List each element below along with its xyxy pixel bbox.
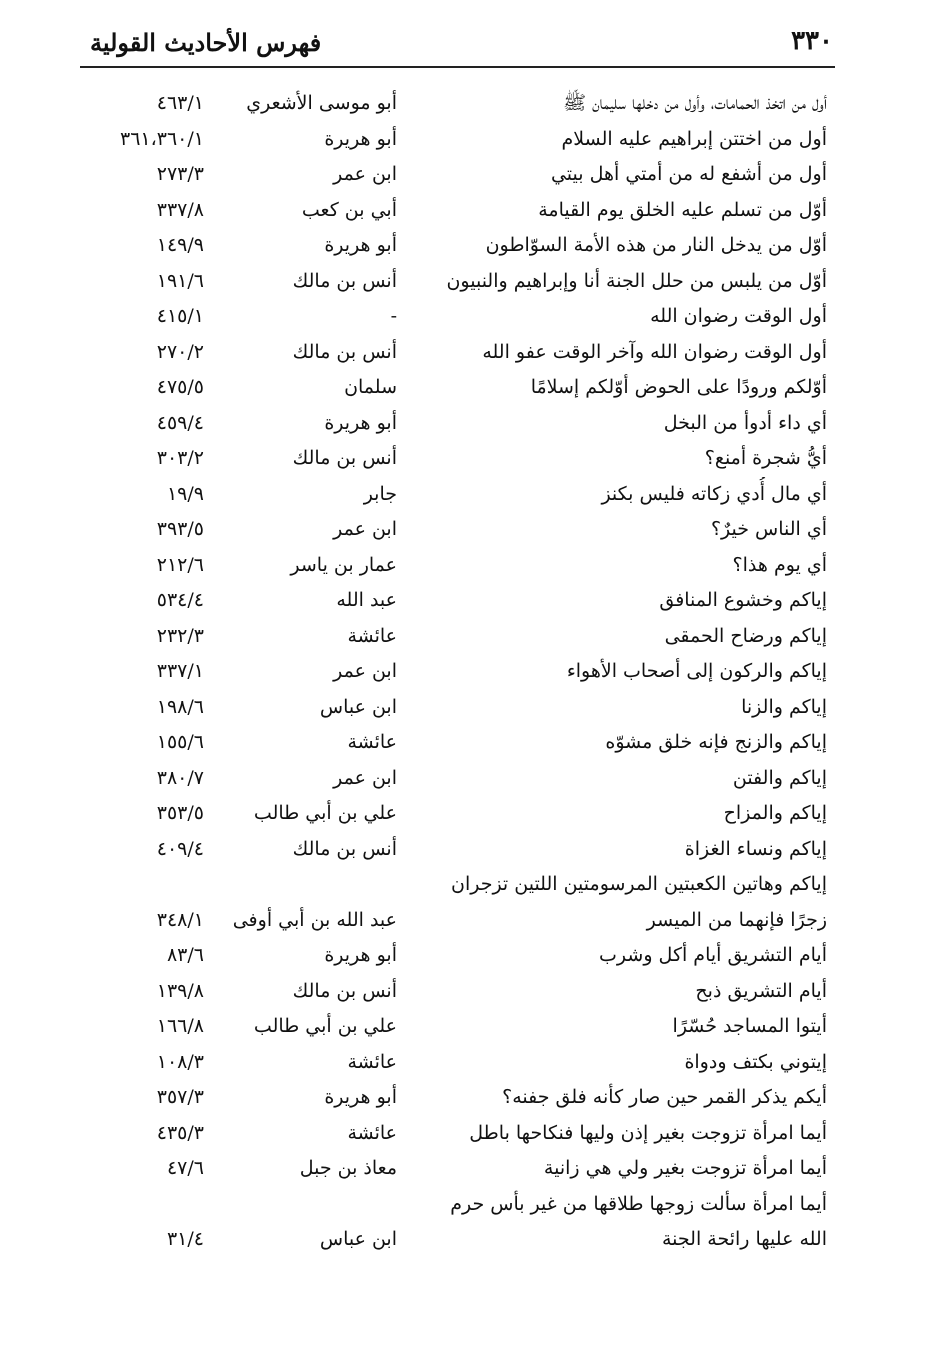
- volume-page-ref: ٣٤٨/١: [156, 908, 204, 931]
- narrator: عبد الله بن أبي أوفى: [232, 908, 397, 931]
- index-entry: [80, 974, 835, 1010]
- volume-page-ref: ٢١٢/٦: [156, 553, 204, 576]
- index-entry: [80, 761, 835, 797]
- volume-page-ref: ١٩١/٦: [156, 269, 204, 292]
- narrator: سلمان: [344, 376, 397, 398]
- hadith-text: أي الناس خيرٌ؟: [710, 518, 827, 540]
- volume-page-ref: ٣٣٧/١: [156, 660, 204, 682]
- page-header: [80, 20, 835, 64]
- volume-page-ref: ٢٧٠/٢: [156, 340, 204, 363]
- index-entry: [80, 335, 835, 371]
- index-entry: [80, 690, 835, 726]
- hadith-text: أي مال أُدي زكاته فليس بكنز: [601, 482, 827, 505]
- index-entry: [80, 1187, 835, 1223]
- volume-page-ref: ٣٠٣/٢: [156, 447, 204, 469]
- index-entry: [80, 548, 835, 584]
- index-entry: [80, 1080, 835, 1116]
- hadith-text: أول من اختتن إبراهيم عليه السلام: [561, 127, 827, 150]
- hadith-text: أول من اتخذ الحمامات، وأول من دخلها سليمان ﷺ: [563, 92, 827, 114]
- narrator: أبو هريرة: [324, 944, 397, 966]
- narrator: عبد الله: [336, 589, 397, 611]
- index-entry: [80, 157, 835, 193]
- hadith-text: أيام التشريق أيام أكل وشرب: [599, 944, 827, 966]
- narrator: ابن عمر: [333, 163, 397, 185]
- index-entry: [80, 1222, 835, 1258]
- index-entry: [80, 1151, 835, 1187]
- index-entry: [80, 193, 835, 229]
- volume-page-ref: ٤٠٩/٤: [156, 837, 204, 860]
- hadith-text: أول من أشفع له من أمتي أهل بيتي: [550, 163, 827, 185]
- hadith-text: إياكم والركون إلى أصحاب الأهواء: [566, 660, 827, 682]
- volume-page-ref: ٣٦١،٣٦٠/١: [120, 127, 204, 150]
- volume-page-ref: ٢٧٣/٣: [156, 163, 204, 185]
- volume-page-ref: ٣٨٠/٧: [156, 766, 204, 789]
- volume-page-ref: ١٠٨/٣: [156, 1050, 204, 1073]
- volume-page-ref: ٤٧/٦: [166, 1157, 204, 1179]
- hadith-text: أول الوقت رضوان الله وآخر الوقت عفو الله: [482, 340, 827, 363]
- volume-page-ref: ١٤٩/٩: [156, 234, 204, 256]
- hadith-text: أول الوقت رضوان الله: [650, 305, 827, 327]
- index-entry: [80, 299, 835, 335]
- hadith-text: إياكم والمزاح: [723, 802, 827, 824]
- volume-page-ref: ٣٥٧/٣: [156, 1086, 204, 1108]
- hadith-text: أيتوا المساجد حُسّرًا: [672, 1015, 827, 1037]
- index-entry: [80, 583, 835, 619]
- index-entry: [80, 406, 835, 442]
- volume-page-ref: ١٣٩/٨: [156, 979, 204, 1002]
- volume-page-ref: ٣١/٤: [166, 1228, 204, 1250]
- index-entry: [80, 264, 835, 300]
- hadith-text: أيما امرأة تزوجت بغير ولي هي زانية: [543, 1157, 827, 1179]
- hadith-text: إياكم ورضاح الحمقى: [664, 624, 827, 647]
- hadith-text: أيُّ شجرة أمنع؟: [704, 447, 827, 469]
- hadith-text: أوّل من يدخل النار من هذه الأمة السوّاطون: [485, 234, 827, 256]
- hadith-text: أيام التشريق ذبح: [695, 979, 827, 1002]
- index-entry: [80, 228, 835, 264]
- narrator: ابن عمر: [333, 766, 397, 789]
- hadith-text: أي داء أدوأ من البخل: [663, 411, 827, 434]
- hadith-text: إياكم والفتن: [732, 766, 827, 789]
- narrator: -: [390, 305, 397, 327]
- volume-page-ref: ٨٣/٦: [166, 944, 204, 966]
- narrator: علي بن أبي طالب: [253, 802, 397, 824]
- volume-page-ref: ٣٩٣/٥: [156, 518, 204, 540]
- hadith-text: أيما امرأة تزوجت بغير إذن وليها فنكاحها باطل: [469, 1121, 827, 1144]
- hadith-text: أي يوم هذا؟: [732, 553, 827, 576]
- hadith-text: إياكم ونساء الغزاة: [684, 837, 827, 860]
- narrator: ابن عباس: [319, 1228, 397, 1250]
- index-entry: [80, 1045, 835, 1081]
- index-entry: [80, 867, 835, 903]
- hadith-text: إياكم والزنا: [741, 695, 827, 718]
- hadith-text: أوّل من تسلم عليه الخلق يوم القيامة: [538, 198, 827, 221]
- volume-page-ref: ١٩٨/٦: [156, 695, 204, 718]
- hadith-text: زجرًا فإنهما من الميسر: [646, 908, 827, 931]
- hadith-text: أوّل من يلبس من حلل الجنة أنا وإبراهيم والنبيون: [446, 269, 827, 292]
- narrator: عائشة: [347, 1050, 397, 1073]
- index-entry: [80, 938, 835, 974]
- narrator: عائشة: [347, 1121, 397, 1144]
- hadith-text: الله عليها رائحة الجنة: [661, 1228, 827, 1250]
- index-entry: [80, 1116, 835, 1152]
- narrator: أبو هريرة: [324, 1086, 397, 1108]
- page-number: ٣٣٠: [791, 26, 833, 56]
- volume-page-ref: ٤٥٩/٤: [156, 411, 204, 434]
- index-entry: [80, 796, 835, 832]
- narrator: أبي بن كعب: [301, 198, 397, 221]
- narrator: علي بن أبي طالب: [253, 1015, 397, 1037]
- volume-page-ref: ٢٣٢/٣: [156, 624, 204, 647]
- volume-page-ref: ٤١٥/١: [156, 305, 204, 327]
- index-entry: [80, 1009, 835, 1045]
- volume-page-ref: ٥٣٤/٤: [156, 589, 204, 611]
- index-entry: [80, 619, 835, 655]
- hadith-text: أيكم يذكر القمر حين صار كأنه فلق جفنه؟: [502, 1086, 827, 1108]
- index-entry: [80, 370, 835, 406]
- narrator: عمار بن ياسر: [290, 553, 397, 576]
- narrator: ابن عمر: [333, 518, 397, 540]
- header-rule: [80, 66, 835, 68]
- index-entry: [80, 725, 835, 761]
- narrator: أبو موسى الأشعري: [246, 92, 397, 114]
- volume-page-ref: ١٩/٩: [166, 482, 204, 505]
- volume-page-ref: ٤٧٥/٥: [156, 376, 204, 398]
- hadith-index-list: [80, 86, 835, 1258]
- volume-page-ref: ٤٦٣/١: [156, 92, 204, 114]
- narrator: أنس بن مالك: [292, 837, 397, 860]
- hadith-text: أيما امرأة سألت زوجها طلاقها من غير بأس حرم: [450, 1192, 827, 1215]
- volume-page-ref: ٣٥٣/٥: [156, 802, 204, 824]
- narrator: أنس بن مالك: [292, 447, 397, 469]
- narrator: أنس بن مالك: [292, 269, 397, 292]
- index-entry: [80, 512, 835, 548]
- hadith-text: إيتوني بكتف ودواة: [684, 1050, 827, 1073]
- index-entry: [80, 477, 835, 513]
- index-entry: [80, 654, 835, 690]
- volume-page-ref: ٣٣٧/٨: [156, 198, 204, 221]
- narrator: عائشة: [347, 624, 397, 647]
- narrator: ابن عباس: [319, 695, 397, 718]
- index-entry: [80, 832, 835, 868]
- narrator: أنس بن مالك: [292, 979, 397, 1002]
- index-entry: [80, 86, 835, 122]
- index-entry: [80, 903, 835, 939]
- hadith-text: إياكم وخشوع المنافق: [659, 589, 827, 611]
- hadith-text: إياكم وهاتين الكعبتين المرسومتين اللتين تزجران: [450, 873, 827, 895]
- hadith-text: أوّلكم ورودًا على الحوض أوّلكم إسلامًا: [530, 376, 827, 398]
- index-entry: [80, 122, 835, 158]
- hadith-text: إياكم والزنج فإنه خلق مشوّه: [605, 731, 827, 753]
- narrator: جابر: [363, 482, 397, 505]
- volume-page-ref: ١٥٥/٦: [156, 731, 204, 753]
- narrator: أبو هريرة: [324, 411, 397, 434]
- narrator: أبو هريرة: [324, 127, 397, 150]
- narrator: أنس بن مالك: [292, 340, 397, 363]
- narrator: عائشة: [347, 731, 397, 753]
- narrator: أبو هريرة: [324, 234, 397, 256]
- index-entry: [80, 441, 835, 477]
- narrator: معاذ بن جبل: [299, 1157, 397, 1179]
- volume-page-ref: ٤٣٥/٣: [156, 1121, 204, 1144]
- narrator: ابن عمر: [333, 660, 397, 682]
- volume-page-ref: ١٦٦/٨: [156, 1015, 204, 1037]
- index-title: فهرس الأحاديث القولية: [90, 28, 322, 57]
